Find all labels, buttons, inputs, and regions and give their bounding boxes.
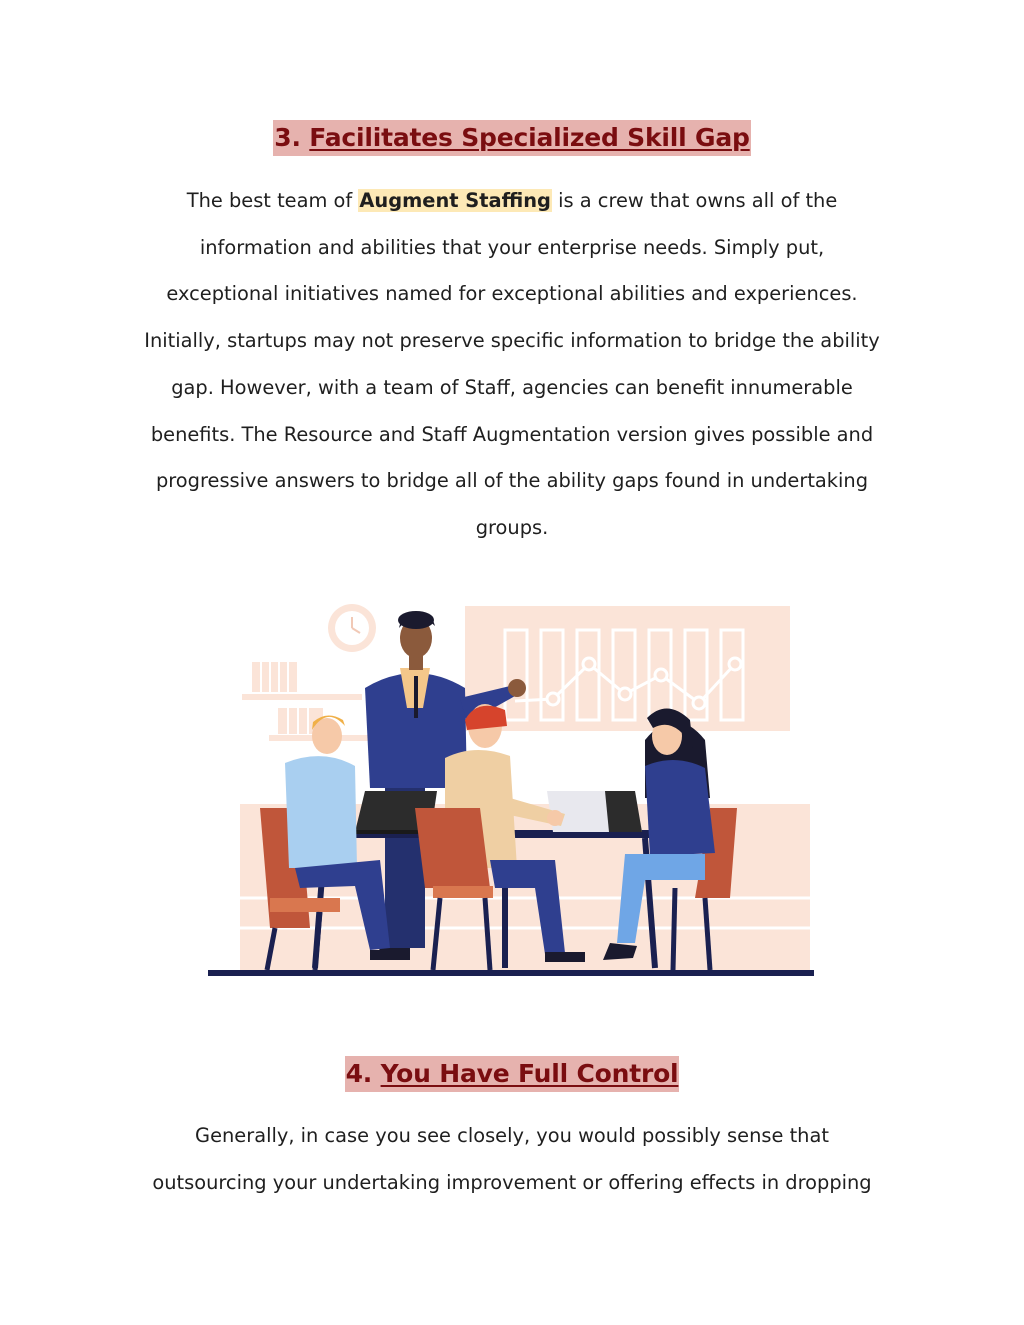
laptop-right [547,791,642,832]
paragraph-line: outsourcing your undertaking improvement or offering effects in dropping [152,1170,872,1194]
section-4-title-link[interactable]: You Have Full Control [380,1059,679,1088]
chart-board [465,606,790,731]
paragraph-tail-text: is a crew that owns all of the [551,189,838,212]
section-3-heading [0,123,1024,152]
section-4-paragraph [110,1113,914,1206]
paragraph-line: exceptional initiatives named for exceptional abilities and experiences. [166,282,858,306]
paragraph-line: progressive answers to bridge all of the ability gaps found in undertaking [155,469,869,493]
paragraph-line: groups. [475,515,549,539]
team-meeting-illustration [205,598,817,982]
section-3-title-link[interactable]: Facilitates Specialized Skill Gap [309,123,750,152]
floor-line [208,970,814,976]
section-3-paragraph [110,178,914,552]
paragraph-line: benefits. The Resource and Staff Augmentation version gives possible and [150,422,874,446]
section-4-heading [0,1059,1024,1088]
paragraph-lead-text: The best team of [186,189,359,212]
paragraph-line: Generally, in case you see closely, you would possibly sense that [195,1124,829,1147]
paragraph-line [110,178,914,225]
paragraph-line: Initially, startups may not preserve specific information to bridge the ability [144,329,880,353]
paragraph-line: gap. However, with a team of Staff, agencies can benefit innumerable [171,375,853,399]
section-3-number: 3. [274,123,301,152]
paragraph-line: information and abilities that your enterprise needs. Simply put, [199,235,825,259]
augment-staffing-highlight: Augment Staffing [359,189,551,212]
wall-clock-icon [328,604,376,652]
section-4-number: 4. [345,1059,373,1088]
